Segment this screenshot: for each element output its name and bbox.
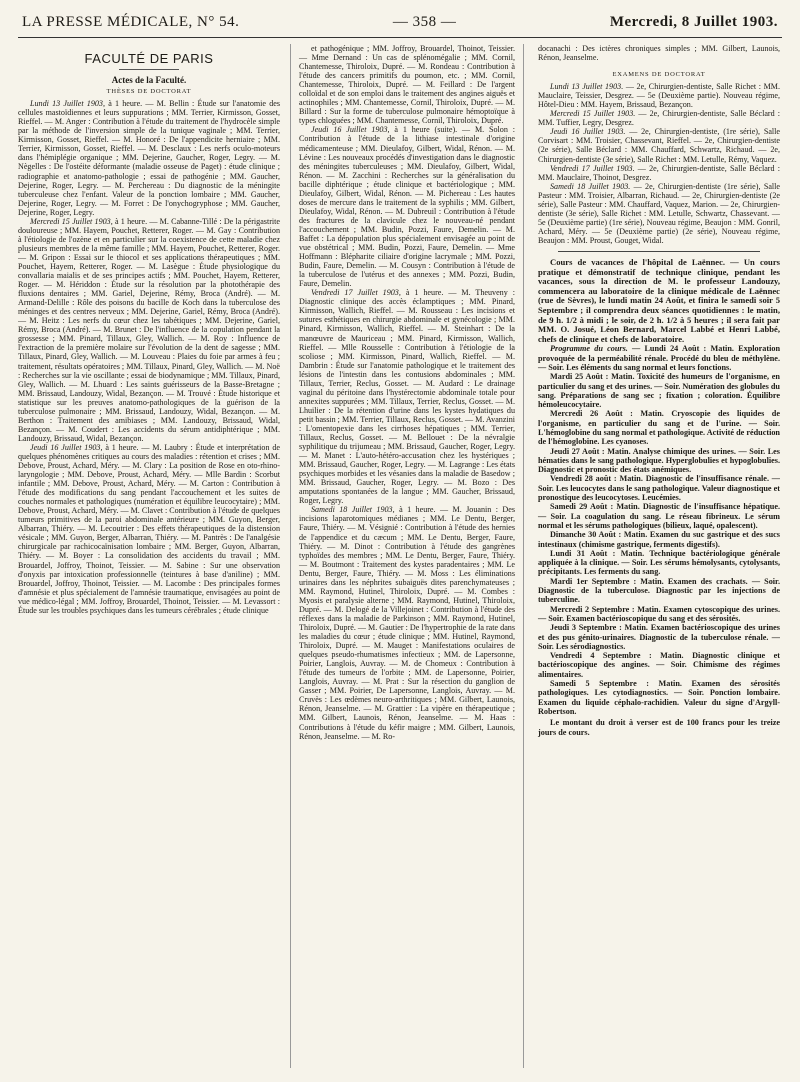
cours-intro: Un cours pratique et démonstratif de technique clinique, pendant les vacances, sous la direction de M. le professeur Landouzy, commencera au laboratoire de la clinique médicale de Laënnec (rue de Sèvres), le lundi matin 24 Août, et finira le samedi soir 5 Septembre ; il comprendra deux séances quotidiennes : le matin, de 9 h. 1/2 à midi ; le soir, de 2 h. 1/2 à 5 heures ; il sera fait par MM. O. Josué, Léon Bernard, Marcel Labbé et Henri Labbé, chefs de clinique et chefs de laboratoire. bbox=[538, 256, 780, 344]
entry-text: — 2e, Chirurgien-dentiste, Salle Béclard : MM. Tuffier, Legry, Desgrez. bbox=[538, 109, 780, 128]
program-text: Vendredi 4 Septembre : Matin. Diagnostic clinique et bactérioscopique des angines. — Soir. Chimisme des régimes alimentaires. bbox=[538, 651, 780, 679]
right-column bbox=[534, 44, 780, 1068]
program-text: Mardi 1er Septembre : Matin. Examen des crachats. — Soir. Diagnostic de la tuberculose. Diagnostic par les injections de tuberculine. bbox=[538, 576, 780, 605]
closing-note: Le montant du droit à verser est de 100 francs pour les treize jours de cours. bbox=[538, 718, 780, 737]
columns bbox=[18, 44, 782, 1068]
entry-text: — 2e, Chirurgien-dentiste, Salle Béclard : MM. Mauclaire, Thoinot, Desgrez. bbox=[538, 163, 780, 182]
entry-date: Samedi 18 Juillet 1903, bbox=[311, 505, 395, 515]
entry-text: à 1 heure (suite). — M. Solon : Contribution à l'étude de la lithiase intestinale d'origine médicamenteuse ; MM. Dieulafoy, Gilbert, Widal, Rénon. — M. Lévine : Les nouveaux procédés d'investigation dans le diagnostic des méningites tuberculeuses ; MM. Dieulafoy, Gilbert, Widal, Rénon. — M. Zacchini : Recherches sur la généralisation du bacille diphtérique ; étude clinique et bactériologique ; MM. Dieulafoy, Gilbert, Widal, Rénon. — M. Pichereau : Les hautes doses de mercure dans le traitement de la syphilis ; MM. Gilbert, Dieulafoy, Widal, Rénon. — M. Dubreuil : Contribution à l'étude des fractures de la clavicule chez le nouveau-né pendant l'accouchement ; MM. Budin, Pozzi, Faure, Demelin. — M. Baffet : La dépopulation plus spécialement envisagée au point de vue obstétrical ; MM. Budin, Pozzi, Faure, Demelin. — Mme Hoffmann : Blépharite ciliaire d'origine lacrymale ; MM. Pozzi, Budin, Faure, Demelin. — M. Cousyn : Contribution à l'étude de la tuberculose de l'utérus et des annexes ; MM. Pozzi, Budin, Faure, Demelin. bbox=[299, 125, 515, 289]
program-text: Mercredi 2 Septembre : Matin. Examen cytoscopique des urines. — Soir. Examen bactérioscopique du sang et des sérosités. bbox=[538, 604, 780, 623]
thesis-entry bbox=[538, 127, 780, 163]
program-label: Programme du cours. bbox=[550, 344, 628, 354]
program-day bbox=[538, 651, 780, 679]
thesis-entry bbox=[299, 125, 515, 288]
theses-title: THÈSES DE DOCTORAT bbox=[106, 88, 192, 96]
entry-text: — 2e, Chirurgien-dentiste, Salle Richet : MM. Mauclaire, Teissier, Desgrez. — 5e (Deuxième partie). Nouveau régime, Hôtel-Dieu : MM. Hayem, Brissaud, Bezançon. bbox=[538, 82, 780, 110]
entry-date: Vendredi 17 Juillet 1903, bbox=[311, 288, 401, 298]
program-day bbox=[538, 605, 780, 624]
thesis-entry bbox=[18, 443, 280, 615]
program-text: Jeudi 3 Septembre : Matin. Examen bactérioscopique des urines et des pus génito-urinaires. Diagnostic de la tuberculose rénale. — Soir. Les sérodiagnostics. bbox=[538, 623, 780, 651]
program-text: Lundi 31 Août : Matin. Technique bactériologique générale appliquée à la clinique. — Soir. Les sérums hémolysants, cytolysants, précipitants. Les ferments du sang. bbox=[538, 548, 780, 577]
entry-date: Samedi 18 Juillet 1903. bbox=[550, 181, 631, 191]
exam-title: EXAMENS DE DOCTORAT bbox=[612, 71, 706, 79]
program-day bbox=[538, 623, 780, 651]
exam-list bbox=[538, 82, 780, 245]
program-day bbox=[538, 679, 780, 716]
program-day bbox=[538, 549, 780, 577]
program-list bbox=[538, 344, 780, 716]
program-day bbox=[538, 447, 780, 475]
program-text: Mardi 25 Août : Matin. Toxicité des humeurs de l'organisme, en particulier du sang et des urines. — Soir. Numération des globules du sang. Préparations de sang sec ; fixation ; coloration. Équilibre hémoleucocytaire. bbox=[538, 372, 780, 410]
program-text: Vendredi 28 août : Matin. Diagnostic de l'insuffisance rénale. — Soir. Les leucocytes dans le sang pathologique. Valeur diagnostique et pronostique des leucocytoses. Leucémies. bbox=[538, 474, 780, 503]
program-text: Mercredi 26 Août : Matin. Cryoscopie des liquides de l'organisme, en particulier du sang et de l'urine. — Soir. L'hémoglobine du sang normal et pathologique. Activité de réduction de l'hémoglobine. Les cyanoses. bbox=[538, 409, 780, 447]
acts-title: Actes de la Faculté. bbox=[111, 75, 187, 86]
thesis-entry bbox=[538, 109, 780, 127]
entry-date: Vendredi 17 Juillet 1903. bbox=[550, 163, 635, 173]
entry-date: Jeudi 16 Juillet 1903, bbox=[30, 442, 103, 452]
thesis-entry bbox=[18, 99, 280, 217]
thesis-entry bbox=[538, 182, 780, 245]
page-number: — 358 — bbox=[392, 14, 457, 30]
program-text: Samedi 5 Septembre : Matin. Examen des sérosités pathologiques. Les cytodiagnostics. — Soir. Ponction lombaire. Examen du liquide céphalo-rachidien. Valeur du signe d'Argyll-Robertson. bbox=[538, 679, 780, 716]
thesis-entry bbox=[538, 82, 780, 109]
right-intro: docanachi : Des ictères chroniques simples ; MM. Gilbert, Launois, Rénon, Jeanselme. bbox=[538, 44, 780, 63]
left-column bbox=[18, 44, 280, 1068]
cours-title: Cours de vacances de l'hôpital de Laënnec. — bbox=[550, 256, 739, 267]
entry-text: — 2e, Chirurgien-dentiste (1re série), Salle Pasteur : MM. Troisier, Albarran, Richaud. — 2e, Chirurgien-dentiste (2e série), Salle Pasteur : MM. Chauffard, Vaquez, Marion. — 2e, Chirurgien-dentiste (3e série), Salle Richet : MM. Letulle, Schwartz, Chassevant. — 5e (Deuxième partie) (1re série), Nouveau régime, Beaujon : MM. Gonril, Achard, Méry. — 5e (Deuxième partie) (2e série), Nouveau régime, Beaujon : MM. Proust, Gouget, Widal. bbox=[538, 181, 780, 245]
cours-paragraph bbox=[538, 258, 780, 344]
entry-date: Mercredi 15 Juillet 1903. bbox=[550, 109, 636, 119]
program-day bbox=[538, 502, 780, 530]
program-text: Dimanche 30 Août : Matin. Examen du suc gastrique et des sucs intestinaux (chimisme gastrique, ferments digestifs). bbox=[538, 530, 780, 549]
entry-date: Jeudi 16 Juillet 1903. bbox=[550, 127, 626, 137]
thesis-entry bbox=[299, 505, 515, 740]
entry-date: Lundi 13 Juillet 1903, bbox=[30, 99, 105, 109]
entry-date: Lundi 13 Juillet 1903. bbox=[550, 82, 624, 92]
divider bbox=[558, 251, 760, 252]
thesis-entry bbox=[299, 44, 515, 125]
faculty-title: FACULTÉ DE PARIS bbox=[84, 51, 214, 66]
divider bbox=[119, 69, 179, 70]
entry-text: et pathogénique ; MM. Joffroy, Brouardel, Thoinot, Teissier. — Mme Dernand : Un cas de splénomégalie ; MM. Cornil, Chantemesse, Thiroloix, Dupré. — M. Rondeau : Contribution à l'étude des cancers primitifs du poumon, etc. ; MM. Cornil, Chantemesse, Thiroloix, Dupré. — M. Feillard : De l'argent colloïdal et de son emploi dans le traitement des angines aiguës et actinophiles ; MM. Chantemesse, Cornil, Thiroloix, Dupré. — M. Billard : Sur la forme de tuberculose pulmonaire hémoptoïque à types chloguées ; MM. Chantemesse, Cornil, Thiroloix, Dupré. bbox=[299, 44, 515, 126]
entry-text: à 1 heure. — M. Laubry : Étude et interprétation de quelques phénomènes critiques au cours des maladies : rétention et crises ; MM. Debove, Proust, Achard, Méry. — M. Clary : La position de Rose en oto-rhino-laryngologie ; MM. Debove, Proust, Achard, Méry. — Mlle Bardin : Scorbut infantile ; MM. Debove, Proust, Achard, Méry. — M. Carton : Contribution à l'étude des modifications du sang pendant l'accouchement et les suites de couches normales et pathologiques (numération et équilibre leucocytaire) ; MM. Debove, Proust, Achard, Méry. — M. Clavet : Contribution à l'étude de quelques tumeurs primitives de la paroi abdominale antérieure ; MM. Guyon, Berger, Albarran, Thiéry. — M. Lecoutrier : Des effets thérapeutiques de la distension vésicale ; MM. Guyon, Berger, Albarran, Thiéry. — M. Pantrès : De l'analgésie chirurgicale par rachicocaïnisation lombaire ; MM. Berger, Guyon, Albarran, Thiéry. — M. Boyer : La consolidation des accidents du travail ; MM. Brouardel, Joffroy, Thoinot, Teissier. — M. Sabine : Sur une observation d'onyxis par intoxication professionnelle (teintures à base d'aniline) ; MM. Brouardel, Joffroy, Thoinot, Teissier. — M. Lacombe : Des principales formes d'amnésie et plus spécialement de l'amnésie traumatique, envisagées au point de vue médico-légal ; MM. Joffroy, Brouardel, Thoinot, Teissier. — M. Levassort : Étude sur les troubles psychiques dans les tumeurs cérébrales ; étude clinique bbox=[18, 442, 280, 615]
program-day bbox=[538, 474, 780, 502]
program-day bbox=[538, 409, 780, 446]
thesis-entry bbox=[18, 217, 280, 443]
entry-text: à 1 heure. — M. Cabanne-Tillé : De la périgastrite douloureuse ; MM. Hayem, Pouchet, Retterer, Roger. — M. Gay : Contribution à l'étiologie de l'ozène et en particulier sur la coexistence de cette maladie chez plusieurs membres de la même famille ; MM. Hayem, Pouchet, Retterer, Roger. — M. Gripon : Essai sur le thiocol et ses applications thérapeutiques ; MM. Pouchet, Hayem, Retterer, Roger. — M. Lasègue : Étude physiologique du convallaria maialis et de ses principes actifs ; MM. Pouchet, Hayem, Retterer, Roger. — M. Hériddon : Étude sur la résolution par la photothérapie des fluxions dentaires ; MM. Gariel, Dejerine, Rémy, Broca (André). — M. Armand-Delille : Rôle des poisons du bacille de Koch dans la tuberculose des méninges et des centres nerveux ; MM. Dejerine, Gariel, Rémy, Broca (André). — M. Heitz : Les nerfs du cœur chez les tabétiques ; MM. Dejerine, Gariel, Rémy, Broca (André). — M. Brunet : De l'influence de la copulation pendant la grossesse ; MM. Pinard, Tillaux, Gley, Wallich. — M. Roy : Influence de l'extraction de la première molaire sur l'évolution de la dent de sagesse ; MM. Tillaux, Pinard, Gley, Wallich. — M. Louveau : Plaies du foie par armes à feu ; traitement, résultats opératoires ; MM. Tillaux, Pinard, Gley, Wallich. — M. Noë : Recherches sur la vie oscillante ; essai de biodynamique ; MM. Tillaux, Pinard, Gley, Wallich. — M. Lhuard : Les saints guérisseurs de la Basse-Bretagne ; MM. Brissaud, Landouzy, Widal, Bezançon. — M. Trouvé : Étude historique et statistique sur les preuves anatomo-pathologiques de la guérison de la tuberculose pulmonaire ; MM. Brissaud, Landouzy, Widal, Bezançon. — M. Berthon : Traitement des amibiases ; MM. Landouzy, Brissaud, Widal, Bezançon. — M. Coudert : Les accidents du sérum antidiphtérique ; MM. Landouzy, Brissaud, Widal, Bezançon. bbox=[18, 216, 280, 443]
program-day bbox=[538, 372, 780, 409]
entry-text: à 1 heure. — M. Theuveny : Diagnostic clinique des accès éclamptiques ; MM. Pinard, Kirmisson, Wallich, Rieffel. — M. Rousseau : Les incisions et sutures esthétiques en chirurgie abdominale et gynécologie ; MM. Pinard, Kirmisson, Wallich, Rieffel. — M. Steinhart : De la manœuvre de Mauriceau ; MM. Pinard, Kirmisson, Wallich, Rieffel. — Mlle Rousselle : Contribution à l'étiologie de la scoliose ; MM. Kirmisson, Pinard, Wallich, Rieffel. — M. Dambrin : Étude sur l'anatomie pathologique et le traitement des lésions de l'intestin dans les contusions abdominales ; MM. Tillaux, Terrier, Reclus, Gosset. — M. Audard : Le drainage vaginal du péritoine dans l'hystérectomie abdominale totale pour annexites suppurées ; MM. Tillaux, Terrier, Reclus, Gosset. — M. Lhuilier : De la rétention d'urine dans les kystes hydatiques du petit bassin ; MM. Terrier, Tillaux, Reclus, Gosset. — M. Avanzini : L'omentopexie dans les cirrhoses hépatiques ; MM. Terrier, Tillaux, Reclus, Gosset. — M. Bellouet : De la névralgie syphilitique du trijumeau ; MM. Brissaud, Gaucher, Roger, Legry. — M. Manet : L'auto-hétéro-accusation chez les hystériques ; MM. Brissaud, Gaucher, Roger, Legry. — M. Lagrange : Les états psychiques morbides et les vésanies dans la maladie de Basedow ; MM. Brissaud, Gaucher, Roger, Legry. — M. Bozo : Des amputations spontanées de la langue ; MM. Gaucher, Brissaud, Roger, Legry. bbox=[299, 288, 515, 506]
program-day bbox=[538, 577, 780, 605]
page-header bbox=[18, 14, 782, 38]
entry-text: à 1 heure. — M. Jouanin : Des incisions laparotomiques médianes ; MM. Le Dentu, Berger, Faure, Thiéry. — M. Vésignié : Contribution à l'étude des hernies de l'appendice et du cæcum ; MM. Le Dentu, Berger, Faure, Thiéry. — M. Dinot : Contribution à l'étude des gangrènes typhoïdes des membres ; MM. Le Dentu, Berger, Faure, Thiéry. — M. Boutmont : Traitement des kystes paradentaires ; MM. Le Dentu, Berger, Faure, Thiéry. — M. Moss : Les éliminations urinaires dans les néphrites subaiguës dites parenchymateuses ; MM. Raymond, Hutinel, Thiroloix, Dupré. — M. Combes : Myosis et paralysie alterne ; MM. Raymond, Hutinel, Thiroloix, Dupré. — M. Delogé de la Villejoinet : Contribution à l'étude des réflexes dans la maladie de Parkinson ; MM. Raymond, Hutinel, Thiroloix, Dupré. — M. Gautier : De l'hypertrophie de la rate dans les maladies du cœur ; étude clinique ; MM. Hutinel, Raymond, Thiroloix, Dupré. — M. Mauget : Manifestations oculaires de quelques pseudo-rhumatismes infectieux ; MM. de Lapersonne, Poirier, Langlois, Auvray. — M. de Chomeux : Contribution à l'étude des tumeurs de l'orbite ; MM. de Lapersonne, Poirier, Langlois, Auvray. — M. Prat : Sur la résection du ganglion de Gasser ; MM. Poirier, De Lapersonne, Langlois, Auvray. — M. Cruvès : Les œdèmes neuro-arthritiques ; MM. Gilbert, Launois, Rénon, Jeanselme. — M. Grattier : La vipère en thérapeutique ; MM. Gilbert, Launois, Rénon, Jeanselme. — M. Haas : Contributions à l'étude du kéfir maigre ; MM. Gilbert, Launois, Rénon, Jeanselme. — M. Ro- bbox=[299, 505, 515, 741]
program-day bbox=[538, 344, 780, 372]
entry-text: — 2e, Chirurgien-dentiste, (1re série), Salle Corvisart : MM. Troisier, Chassevant, Rieffel. — 2e, Chirurgien-dentiste (2e série), Salle Béclard : MM. Chauffard, Schwartz, Richaud. — 2e, Chirurgien-dentiste (3e série), Salle Richet : MM. Letulle, Rémy, Vaquez. bbox=[538, 127, 780, 164]
program-day bbox=[538, 530, 780, 549]
journal-title: LA PRESSE MÉDICALE, N° 54. bbox=[22, 14, 240, 30]
thesis-entry bbox=[299, 288, 515, 505]
entry-date: Mercredi 15 Juillet 1903, bbox=[30, 216, 113, 226]
issue-date: Mercredi, 8 Juillet 1903. bbox=[609, 14, 778, 30]
program-text: Samedi 29 Août : Matin. Diagnostic de l'insuffisance hépatique. — Soir. La coagulation du sang. Le réseau fibrineux. Le sérum normal et les sérums pathologiques (bilieux, laqué, opalescent). bbox=[538, 502, 780, 530]
program-text: Jeudi 27 Août : Matin. Analyse chimique des urines. — Soir. Les hématies dans le sang pathologique. Hyperglobulies et hypoglobulies. Diagnostic et pronostic des états anémiques. bbox=[538, 446, 780, 475]
thesis-entry bbox=[538, 164, 780, 182]
entry-text: à 1 heure. — M. Bellin : Étude sur l'anatomie des cellules mastoïdiennes et leurs suppurations ; MM. Terrier, Kirmisson, Gosset, Rieffel. — M. Anger : Contribution à l'étude du traitement de l'hydrocèle simple par la méthode de l'inversion simple de la tunique vaginale ; MM. Terrier, Kirmisson, Gosset, Rieffel. — M. Honoré : De l'appendicite herniaire ; MM. Terrier, Kirmisson, Gosset, Rieffel. — M. Desclaux : Les nerfs oculo-moteurs dans l'hémiplégie organique ; MM. Dejerine, Gaucher, Roger, Legry. — M. Nègelles : De l'ostéite déformante (maladie osseuse de Paget) : étude clinique ; radiographie et anatomo-pathologie ; essai de pathogénie ; MM. Gaucher, Dejerine, Roger, Legry. — M. Perchereau : Du diagnostic de la méningite tuberculeuse chez l'enfant. Valeur de la ponction lombaire ; MM. Gaucher, Dejerine, Roger, Legry. — M. Forret : De l'onychogryphose ; MM. Gaucher, Dejerine, Roger, Legry. bbox=[18, 99, 280, 217]
program-text: — Lundi 24 Août : Matin. Exploration provoquée de la perméabilité rénale. Procédé du bleu de méthylène. — Soir. Les éléments du sang normal et leurs fonctions. bbox=[538, 344, 780, 372]
entry-date: Jeudi 16 Juillet 1903, bbox=[311, 125, 390, 135]
middle-column bbox=[290, 44, 524, 1068]
